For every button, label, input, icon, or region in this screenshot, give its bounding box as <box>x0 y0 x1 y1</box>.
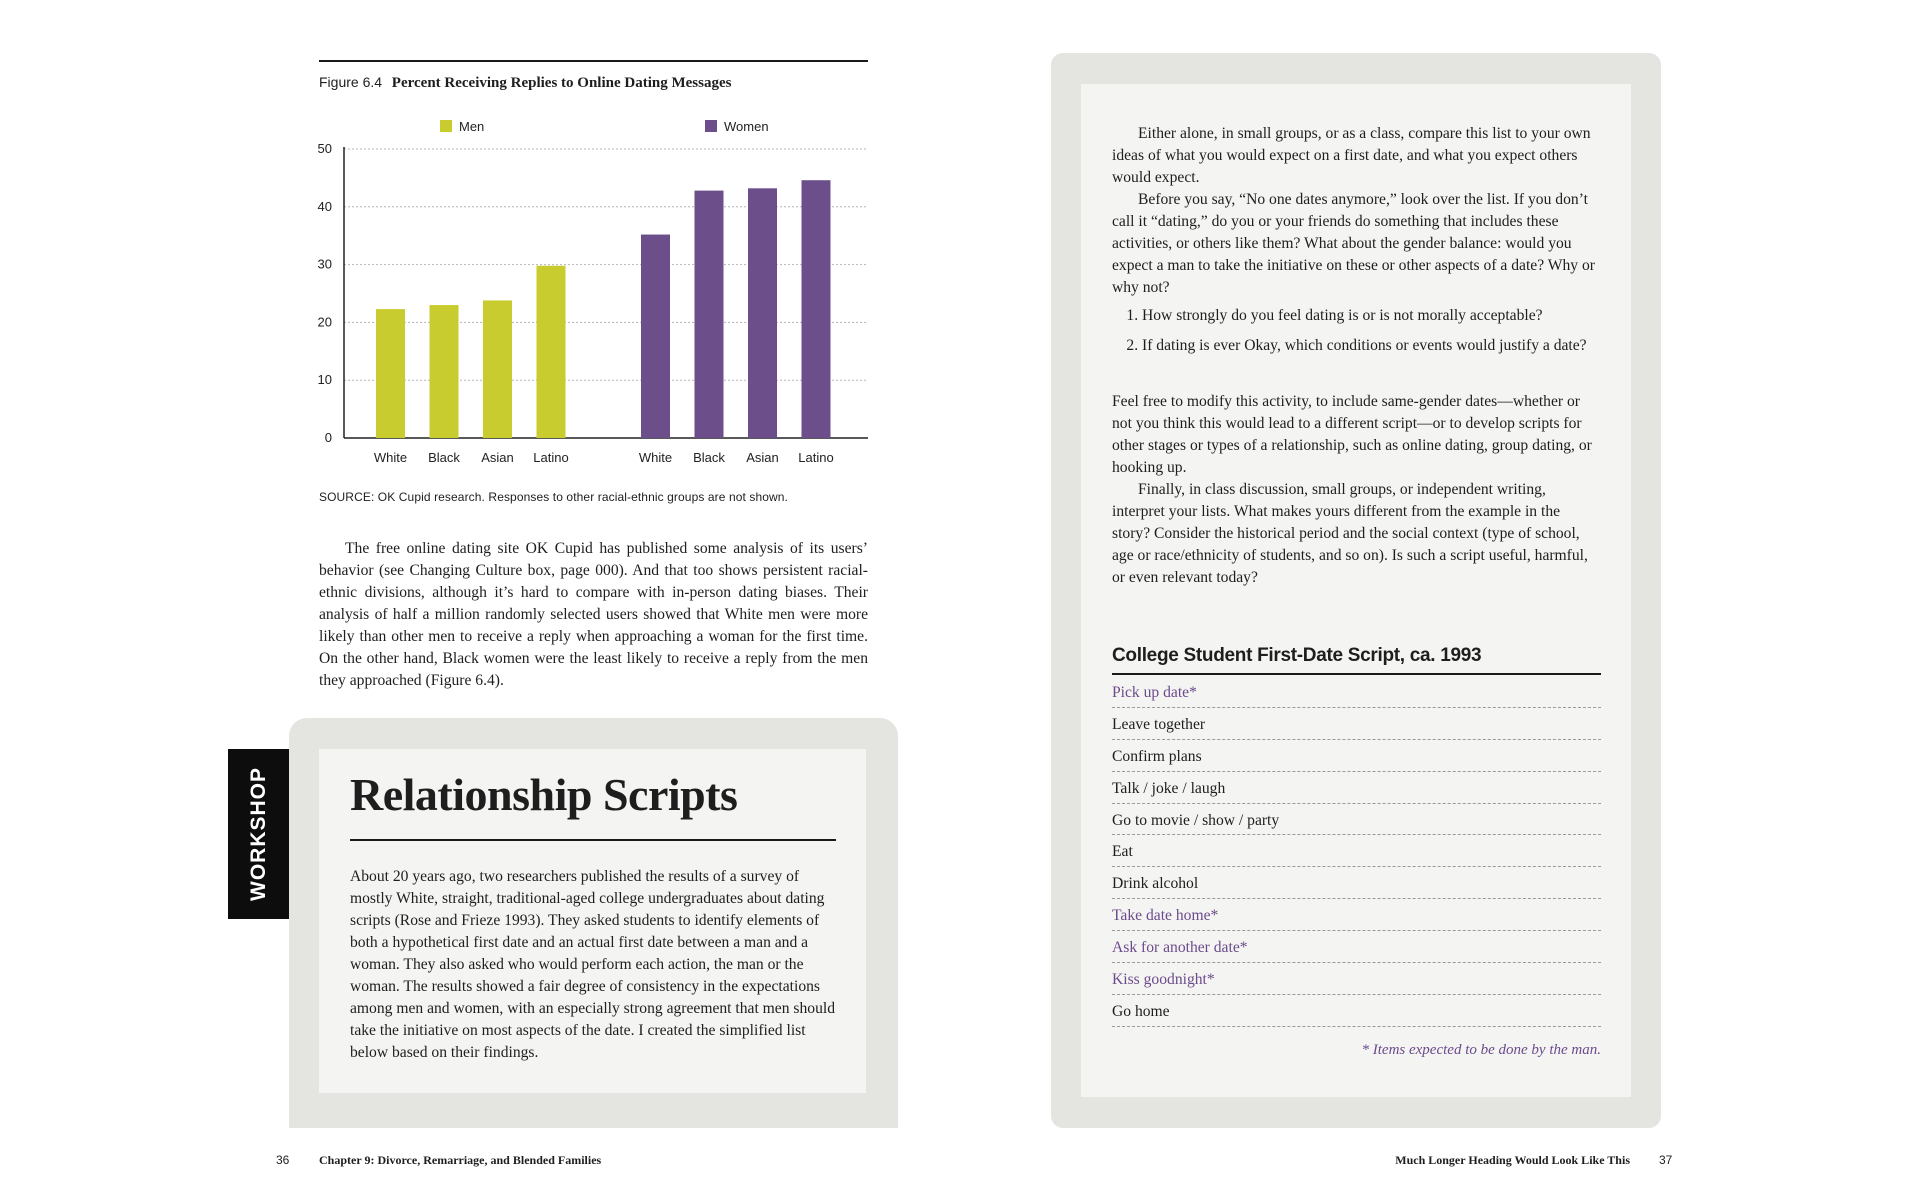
bar <box>376 309 405 438</box>
script-list <box>1112 676 1601 1027</box>
bar-chart <box>300 110 880 480</box>
script-item: Confirm plans <box>1112 740 1601 772</box>
figure-caption <box>319 74 731 92</box>
running-head-left: Chapter 9: Divorce, Remarriage, and Blended Families <box>319 1153 602 1167</box>
bar <box>748 188 777 438</box>
script-item: Eat <box>1112 835 1601 867</box>
script-list-title: College Student First-Date Script, ca. 1993 <box>1112 645 1482 666</box>
question-2: 2. If dating is ever Okay, which conditions or events would justify a date? <box>1142 335 1598 357</box>
script-item: Pick up date* <box>1112 676 1601 708</box>
question-1: 1. How strongly do you feel dating is or is not morally acceptable? <box>1142 305 1598 327</box>
script-item: Take date home* <box>1112 899 1601 931</box>
running-head-right: Much Longer Heading Would Look Like This <box>1395 1153 1630 1167</box>
script-item: Ask for another date* <box>1112 931 1601 963</box>
script-item: Go home <box>1112 995 1601 1027</box>
right-paragraph-4: Finally, in class discussion, small groups, or independent writing, interpret your lists. What makes yours different from the example in the story? Consider the historical period and the social context (type of school, age or race/ethnicity of students, and so on). Is such a script useful, harmful, or even relevant today? <box>1112 481 1588 586</box>
script-item: Talk / joke / laugh <box>1112 772 1601 804</box>
bar <box>695 191 724 438</box>
right-paragraph-3: Feel free to modify this activity, to include same-gender dates—whether or not you think this would lead to a different script—or to develop scripts for other stages or types of a relationship, such as online dating, group dating, or hooking up. <box>1112 393 1592 476</box>
y-tick-label: 50 <box>317 141 332 156</box>
bar <box>537 266 566 438</box>
figure-source: SOURCE: OK Cupid research. Responses to other racial-ethnic groups are not shown. <box>319 490 788 504</box>
script-list-rule <box>1112 673 1601 675</box>
workshop-title-rule <box>350 839 836 841</box>
workshop-tab <box>228 749 289 919</box>
legend-swatch <box>440 120 452 132</box>
x-tick-label: Latino <box>533 450 569 465</box>
script-item: Leave together <box>1112 708 1601 740</box>
x-tick-label: Black <box>693 450 725 465</box>
y-tick-label: 20 <box>317 314 332 330</box>
right-paragraph-2: Before you say, “No one dates anymore,” look over the list. If you don’t call it “dating,” do you or your friends do something that includes these activities, or others like them? What about the gender balance: would you expect a man to take the initiative on these or other aspects of a date? Why or why not? <box>1112 191 1595 296</box>
x-tick-label: Latino <box>798 450 834 465</box>
y-tick-label: 0 <box>324 430 332 445</box>
right-text-block <box>1112 123 1598 589</box>
figure-label: Figure 6.4 <box>319 74 383 90</box>
y-tick-label: 10 <box>317 372 332 388</box>
x-tick-label: Black <box>428 450 460 465</box>
x-tick-label: White <box>638 450 673 465</box>
page-number-left: 36 <box>276 1153 290 1167</box>
script-item: Go to movie / show / party <box>1112 804 1601 836</box>
bar <box>641 235 670 438</box>
bar <box>802 180 831 438</box>
figure-top-rule <box>319 60 868 62</box>
question-list <box>1112 305 1598 357</box>
x-tick-label: Asian <box>746 450 779 465</box>
x-tick-label: Asian <box>481 450 514 465</box>
body-paragraph: The free online dating site OK Cupid has published some analysis of its users’ behavior (see Changing Culture box, page 000). And that too shows persistent racial-ethnic divisions, although it’s hard to compare with in-person dating biases. Their analysis of half a million randomly selected users showed that White men were more likely than other men to receive a reply when approaching a woman for the first time. On the other hand, Black women were the least likely to receive a reply from the men they approached (Figure 6.4). <box>319 540 868 689</box>
bar <box>430 305 459 438</box>
script-item: Kiss goodnight* <box>1112 963 1601 995</box>
legend-label: Men <box>459 119 485 134</box>
workshop-title: Relationship Scripts <box>350 769 738 820</box>
x-tick-label: White <box>373 450 408 465</box>
page-number-right: 37 <box>1659 1153 1673 1167</box>
right-paragraph-1: Either alone, in small groups, or as a class, compare this list to your own ideas of what you would expect on a first date, and what you expect others would expect. <box>1112 125 1591 186</box>
script-item: Drink alcohol <box>1112 867 1601 899</box>
figure-title: Percent Receiving Replies to Online Dating Messages <box>391 75 732 91</box>
legend-label: Women <box>724 119 769 134</box>
bar <box>483 300 512 438</box>
workshop-paragraph: About 20 years ago, two researchers published the results of a survey of mostly White, straight, traditional-aged college undergraduates about dating scripts (Rose and Frieze 1993). They asked students to identify elements of both a hypothetical first date and an actual first date between a man and a woman. They also asked who would perform each action, the man or the woman. The results showed a fair degree of consistency in the expectations among men and women, with an especially strong agreement that men should take the initiative on most aspects of the date. I created the simplified list below based on their findings. <box>350 868 836 1061</box>
y-tick-label: 40 <box>317 198 332 214</box>
y-tick-label: 30 <box>317 256 332 272</box>
script-footnote: * Items expected to be done by the man. <box>1361 1042 1601 1058</box>
legend-swatch <box>705 120 717 132</box>
workshop-tab-label: WORKSHOP <box>246 767 270 901</box>
